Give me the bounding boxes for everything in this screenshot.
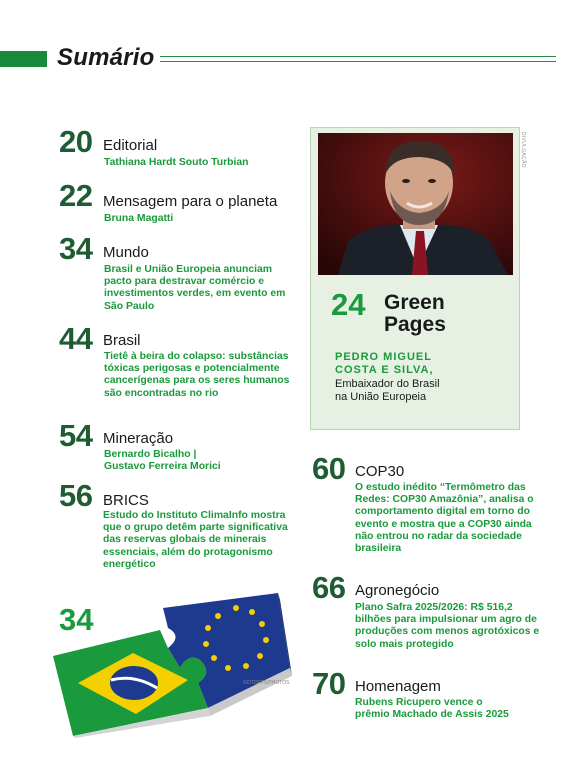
- feature-role-line2: na União Europeia: [335, 391, 427, 403]
- section-title: Mundo: [103, 244, 149, 261]
- page-number: 44: [59, 321, 93, 356]
- page-number: 34: [59, 231, 93, 266]
- toc-entry-editorial[interactable]: [59, 126, 299, 171]
- toc-entry-mundo[interactable]: [59, 233, 299, 313]
- section-title: BRICS: [103, 492, 149, 509]
- feature-title-line2: Pages: [384, 313, 446, 336]
- feature-name-line1: PEDRO MIGUEL: [335, 351, 432, 363]
- toc-entry-homenagem[interactable]: [312, 668, 552, 728]
- section-description: Rubens Ricupero vence o prêmio Machado de Assis 2025: [355, 697, 509, 721]
- section-description: Plano Safra 2025/2026: R$ 516,2 bilhões para impulsionar um agro de produções com menos agrotóxicos e solo mais protegido: [355, 602, 540, 650]
- feature-role-line1: Embaixador do Brasil: [335, 378, 440, 390]
- page-number: 60: [312, 451, 346, 486]
- section-description: Tietê à beira do colapso: substâncias tóxicas perigosas e potencialmente cancerígenas para os seres humanos são encontradas no rio: [104, 351, 290, 399]
- section-title: Editorial: [103, 137, 158, 154]
- puzzle-photo-credit: GOTOFFS/PHOTOS: [243, 680, 290, 686]
- feature-page-number: 24: [331, 287, 366, 322]
- section-description: Tathiana Hardt Souto Turbian: [104, 157, 249, 168]
- section-title: Agronegócio: [355, 582, 440, 599]
- toc-entry-agronegocio[interactable]: [312, 572, 552, 652]
- page-number: 54: [59, 418, 93, 453]
- toc-entry-brasil[interactable]: [59, 323, 299, 415]
- section-description: Bruna Magatti: [104, 213, 174, 224]
- toc-entry-mensagem[interactable]: [59, 180, 299, 225]
- page-number: 56: [59, 478, 93, 513]
- page-number: 20: [59, 124, 93, 159]
- section-description: O estudo inédito “Termômetro das Redes: COP30 Amazônia”, analisa o comportamento digital em torno do evento e mostra que a COP30 ainda não entrou no radar da sociedade brasileira: [355, 482, 534, 555]
- photo-credit: DIVULGAÇÃO: [520, 132, 526, 168]
- feature-title-line1: Green: [384, 291, 445, 314]
- page-number: 70: [312, 666, 346, 701]
- toc-entry-cop30[interactable]: [312, 453, 552, 553]
- toc-entry-mineracao[interactable]: [59, 420, 299, 472]
- section-title: COP30: [355, 463, 405, 480]
- feature-person-name: [335, 351, 434, 377]
- toc-entry-brics[interactable]: [59, 480, 299, 572]
- section-description: Estudo do Instituto ClimaInfo mostra que o grupo detêm parte significativa das reservas globais de minerais essenciais, além do protagonismo energético: [103, 510, 288, 570]
- section-description: Brasil e União Europeia anunciam pacto para destravar comércio e investimentos verdes, em evento em São Paulo: [104, 264, 286, 312]
- feature-name-line2: COSTA E SILVA,: [335, 364, 434, 376]
- section-description: Bernardo Bicalho | Gustavo Ferreira Morici: [104, 449, 221, 473]
- puzzle-page-number: 34: [59, 602, 94, 637]
- header-rule-lines: [160, 56, 556, 66]
- page-title: Sumário: [57, 44, 155, 71]
- page-number: 66: [312, 570, 346, 605]
- feature-title: [384, 292, 446, 336]
- header-accent-bar: [0, 51, 47, 67]
- section-title: Brasil: [103, 332, 141, 349]
- ambassador-photo: [318, 133, 513, 275]
- feature-person-role: [335, 378, 440, 404]
- page-number: 22: [59, 178, 93, 213]
- section-title: Mineração: [103, 430, 174, 447]
- section-title: Mensagem para o planeta: [103, 193, 278, 210]
- section-title: Homenagem: [355, 678, 441, 695]
- portrait-illustration: [318, 133, 513, 275]
